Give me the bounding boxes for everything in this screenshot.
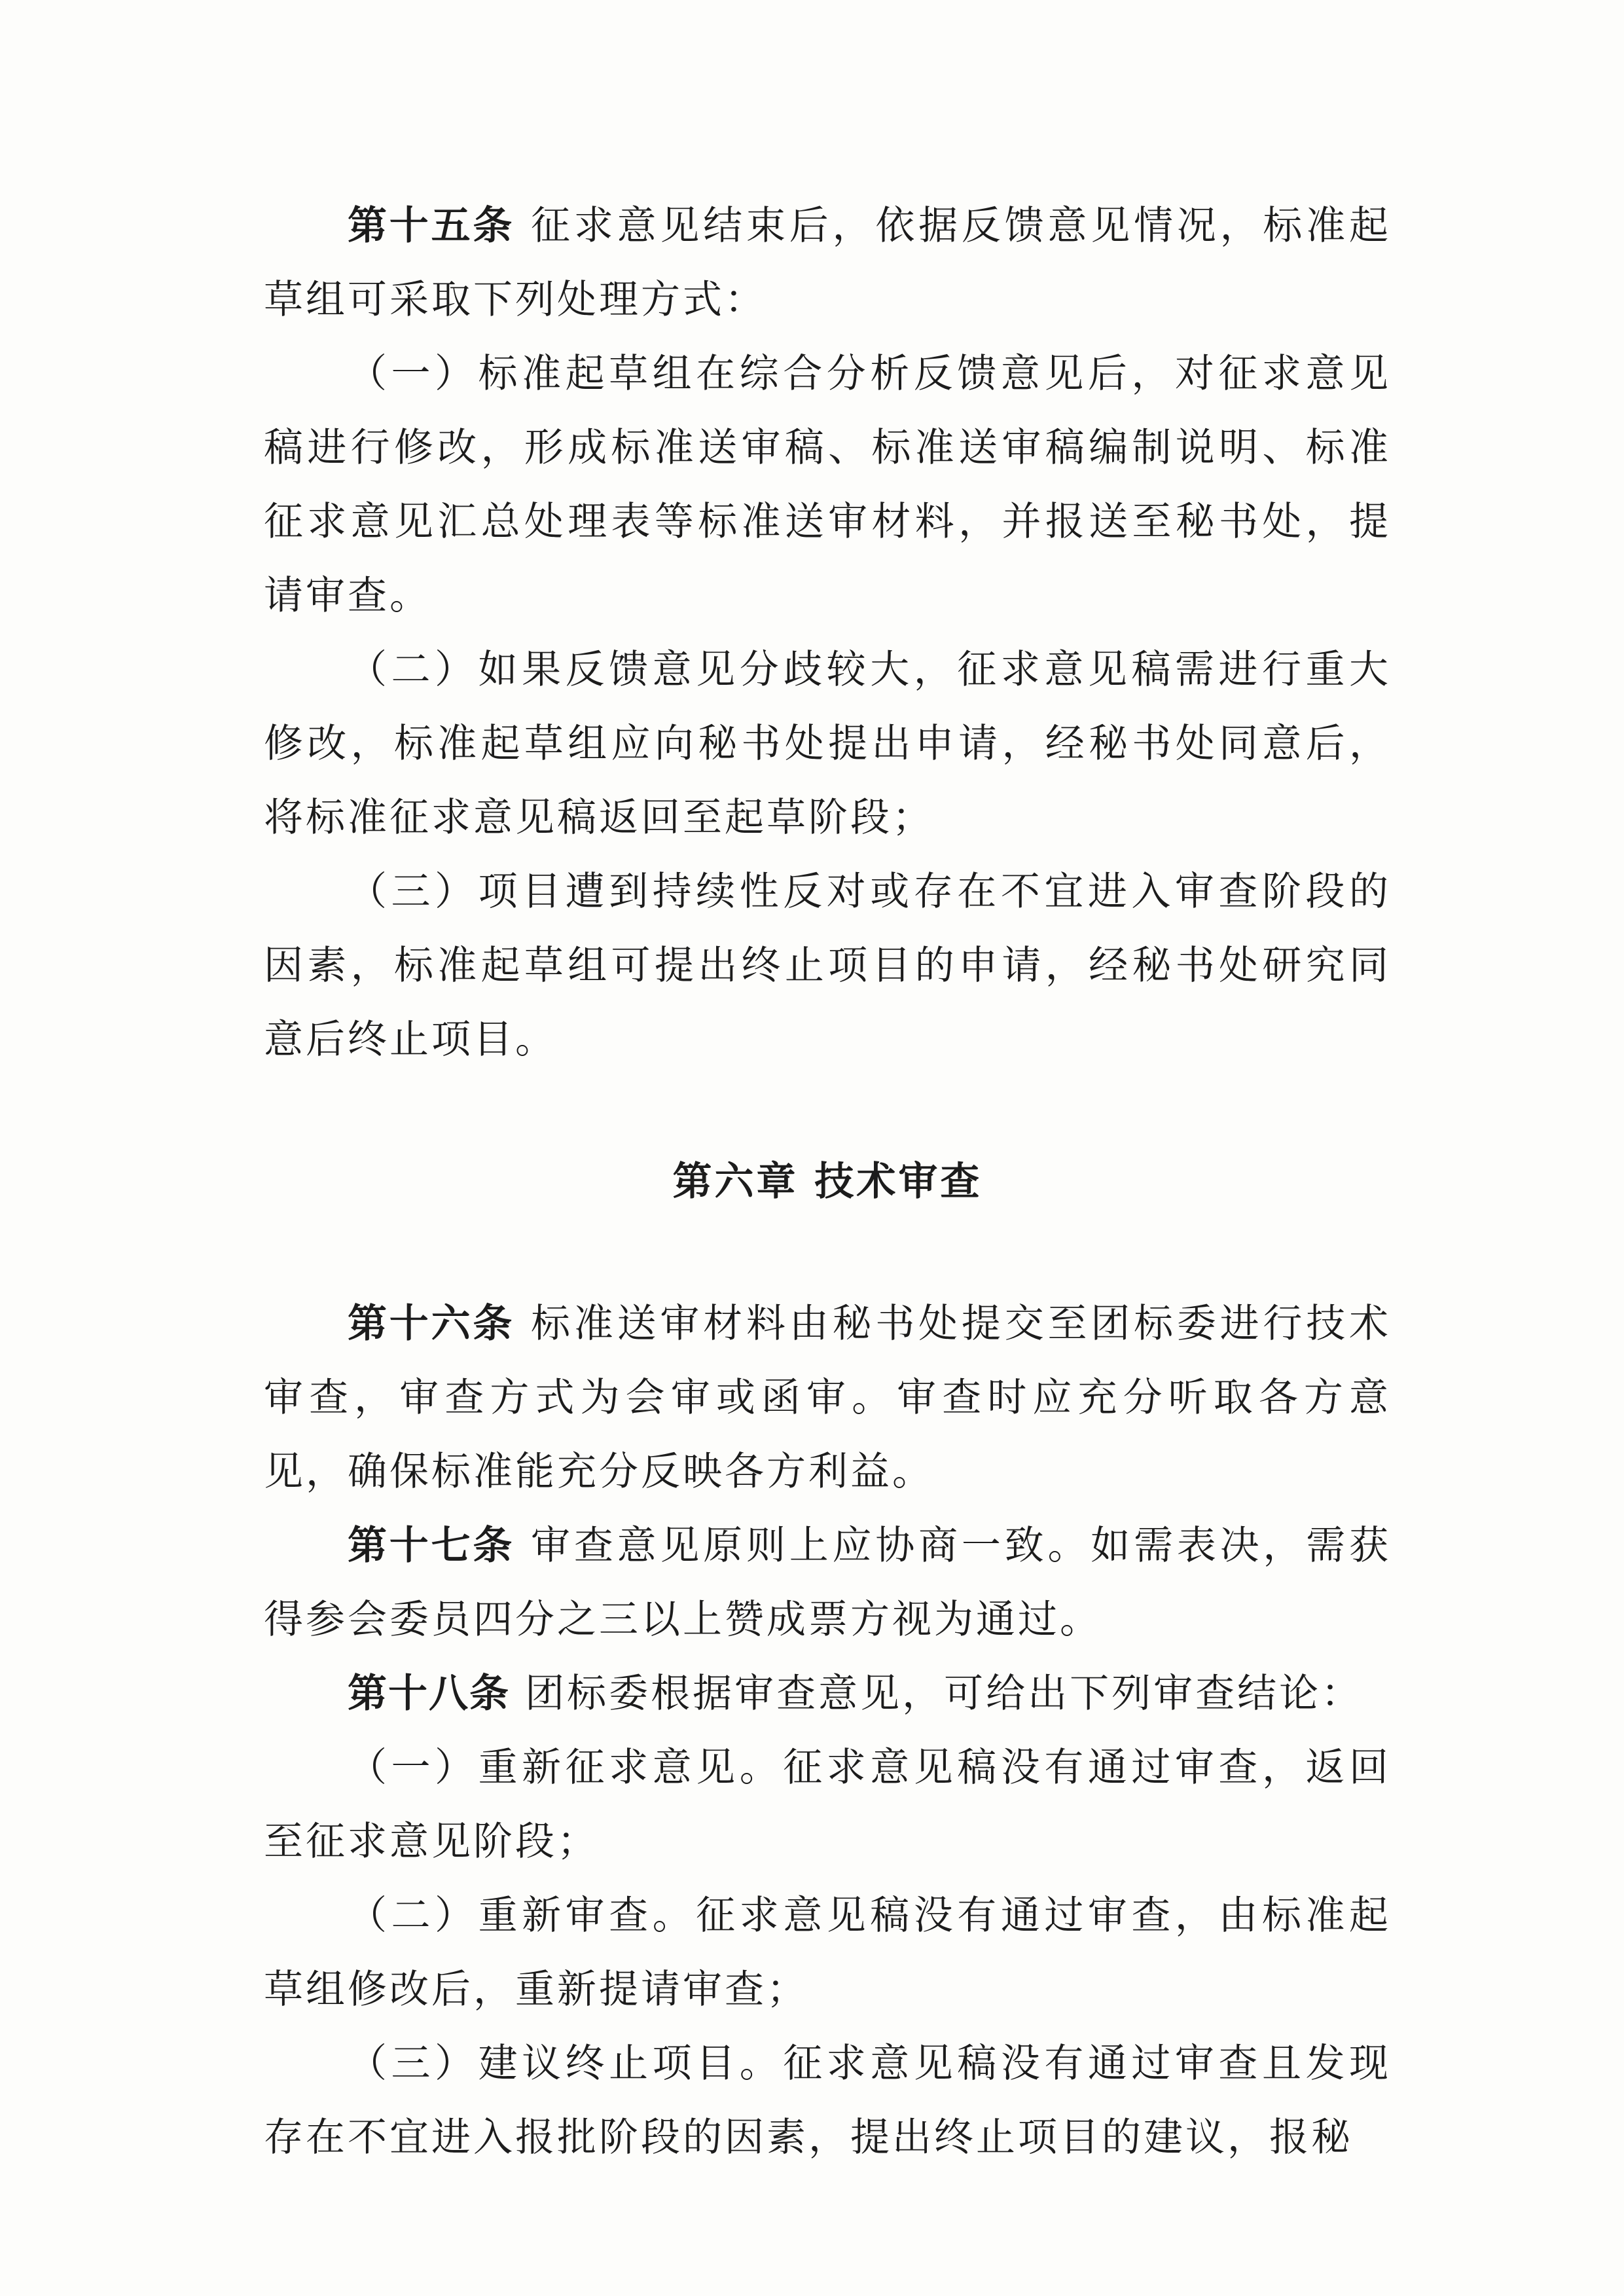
article-16-title: 第十六条 bbox=[348, 1301, 515, 1347]
article-15-item-3: （三）项目遭到持续性反对或存在不宜进入审查阶段的因素，标准起草组可提出终止项目的申请，经秘书处研究同意后终止项目。 bbox=[264, 869, 1391, 1063]
article-18-item-2: （二）重新审查。征求意见稿没有通过审查，由标准起草组修改后，重新提请审查； bbox=[264, 1893, 1391, 2013]
article-18 bbox=[264, 1657, 1391, 1731]
article-15 bbox=[264, 189, 1391, 337]
article-15-title: 第十五条 bbox=[348, 203, 515, 249]
article-18-text: 团标委根据审查意见，可给出下列审查结论： bbox=[525, 1671, 1363, 1717]
chapter-6-heading: 第六章 技术审查 bbox=[672, 1159, 983, 1205]
article-17 bbox=[264, 1509, 1391, 1657]
article-15-item-1: （一）标准起草组在综合分析反馈意见后，对征求意见稿进行修改，形成标准送审稿、标准送审稿编制说明、标准征求意见汇总处理表等标准送审材料，并报送至秘书处，提请审查。 bbox=[264, 351, 1391, 619]
article-15-item-2: （二）如果反馈意见分歧较大，征求意见稿需进行重大修改，标准起草组应向秘书处提出申请，经秘书处同意后，将标准征求意见稿返回至起草阶段； bbox=[264, 647, 1391, 841]
section-before-chapter bbox=[264, 189, 1391, 2175]
article-17-title: 第十七条 bbox=[348, 1523, 515, 1569]
article-18-item-3: （三）建议终止项目。征求意见稿没有通过审查且发现存在不宜进入报批阶段的因素，提出终止项目的建议，报秘 bbox=[264, 2041, 1391, 2160]
article-18-title: 第十八条 bbox=[348, 1671, 510, 1717]
article-16 bbox=[264, 1287, 1391, 1509]
article-15-text: 征求意见结束后，依据反馈意见情况，标准起草组可采取下列处理方式： bbox=[264, 203, 1392, 323]
article-17-text: 审查意见原则上应协商一致。如需表决，需获得参会委员四分之三以上赞成票方视为通过。 bbox=[264, 1523, 1392, 1643]
article-16-text: 标准送审材料由秘书处提交至团标委进行技术审查，审查方式为会审或函审。审查时应充分听取各方意见，确保标准能充分反映各方利益。 bbox=[264, 1301, 1392, 1495]
article-18-item-1: （一）重新征求意见。征求意见稿没有通过审查，返回至征求意见阶段； bbox=[264, 1745, 1391, 1865]
